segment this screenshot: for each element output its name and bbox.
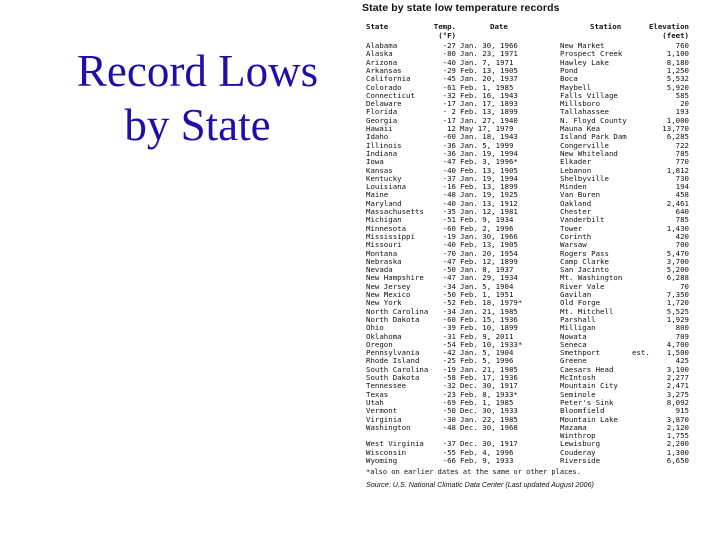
state-cell: Indiana [366, 148, 398, 158]
station-cell: Seneca [560, 339, 587, 349]
source-note: Source: U.S. National Climatic Data Center (Last updated August 2006) [366, 480, 594, 490]
elevation-cell: 8,180 [666, 57, 689, 67]
state-cell: Virginia [366, 414, 402, 424]
station-cell: Corinth [560, 231, 592, 241]
table-header-units [362, 31, 702, 40]
state-cell: Rhode Island [366, 356, 420, 366]
station-cell: Bloomfield [560, 406, 605, 416]
date-cell: Feb. 13, 1905 [460, 240, 518, 250]
header-elevation: Elevation [648, 22, 689, 31]
temp-cell: -27 [442, 41, 456, 50]
elevation-cell: 20 [680, 99, 689, 109]
station-cell: Riverside [560, 456, 601, 465]
station-cell: Greene [560, 356, 587, 366]
temp-cell: -19 [442, 231, 456, 241]
station-cell: Parshall [560, 314, 596, 324]
station-cell: Mt. Mitchell [560, 306, 614, 316]
temp-cell: -42 [442, 348, 456, 358]
elevation-cell: 3,870 [666, 414, 689, 424]
station-cell: Tallahassee [560, 107, 609, 117]
state-cell: Alabama [366, 41, 398, 50]
elevation-cell: 7,350 [666, 290, 689, 299]
date-cell: Jan. 21, 1985 [460, 364, 518, 374]
station-cell: Gavilan [560, 290, 592, 299]
date-cell: Feb. 13, 1899 [460, 107, 518, 117]
state-cell: Washington [366, 422, 411, 432]
state-cell: South Carolina [366, 364, 429, 374]
station-cell: Chester [560, 207, 592, 216]
elevation-cell: 5,525 [666, 306, 689, 316]
date-cell: Feb. 5, 1996 [460, 356, 514, 366]
date-cell: Dec. 30, 1968 [460, 422, 518, 432]
temp-cell: -17 [442, 99, 456, 109]
date-cell: Jan. 8, 1937 [460, 265, 514, 275]
temp-cell: -50 [442, 265, 456, 275]
header-station: Station [590, 22, 622, 31]
station-cell: Millsboro [560, 99, 601, 109]
temp-cell: -32 [442, 381, 456, 391]
state-cell: Wisconsin [366, 447, 407, 457]
elevation-cell: 70 [680, 281, 689, 291]
station-cell: N. Floyd County [560, 115, 627, 125]
temp-cell: -35 [442, 207, 456, 216]
temp-cell: -50 [442, 406, 456, 416]
date-cell: May 17, 1979 [460, 124, 514, 133]
elevation-cell: 2,471 [666, 381, 689, 391]
state-cell: Arizona [366, 57, 398, 67]
state-cell: California [366, 74, 411, 84]
date-cell: Jan. 23, 1971 [460, 49, 518, 59]
date-cell: Jan. 19, 1994 [460, 148, 518, 158]
elevation-cell: 4,700 [666, 339, 689, 349]
station-cell: Smethport [560, 348, 601, 358]
elevation-cell: 5,532 [666, 74, 689, 84]
elevation-cell: 730 [675, 173, 689, 183]
temp-cell: -66 [442, 456, 456, 465]
state-cell: Georgia [366, 115, 398, 125]
date-cell: Feb. 3, 1996* [460, 157, 518, 167]
elevation-cell: 6,650 [666, 456, 689, 465]
state-cell: Montana [366, 248, 398, 258]
elevation-cell: 722 [675, 140, 689, 150]
station-cell: Seminole [560, 389, 596, 399]
header-temp: Temp. [433, 22, 456, 31]
elevation-cell: 3,700 [666, 256, 689, 266]
state-cell: Florida [366, 107, 398, 117]
station-cell: Maybell [560, 82, 592, 92]
date-cell: Feb. 4, 1996 [460, 447, 514, 457]
elevation-cell: 3,275 [666, 389, 689, 399]
temp-cell: -47 [442, 273, 456, 283]
elevation-cell: 425 [675, 356, 689, 366]
station-cell: Mountain City [560, 381, 618, 391]
station-cell: Oakland [560, 198, 592, 208]
station-cell: Congerville [560, 140, 609, 150]
header-state: State [366, 22, 389, 31]
temp-cell: -61 [442, 82, 456, 92]
elevation-cell: 5,200 [666, 265, 689, 275]
station-cell: Nowata [560, 331, 587, 341]
state-cell: Nebraska [366, 256, 402, 266]
elevation-cell: 458 [675, 190, 689, 200]
state-cell: Delaware [366, 99, 402, 109]
elevation-cell: 700 [675, 240, 689, 250]
temp-cell: -40 [442, 165, 456, 175]
station-cell: McIntosh [560, 373, 596, 382]
state-cell: Maine [366, 190, 389, 200]
temp-cell: -69 [442, 397, 456, 407]
date-cell: Jan. 20, 1937 [460, 74, 518, 84]
note-cell: est. [632, 348, 650, 358]
temp-cell: -32 [442, 90, 456, 100]
temp-cell: -48 [442, 422, 456, 432]
temp-cell: -36 [442, 140, 456, 150]
temp-cell: -34 [442, 306, 456, 316]
elevation-cell: 13,770 [662, 124, 689, 133]
temp-cell: 12 [447, 124, 456, 133]
date-cell: Feb. 2, 1996 [460, 223, 514, 233]
temp-cell: -16 [442, 182, 456, 192]
header-temp-unit: (°F) [438, 31, 456, 40]
date-cell: Jan. 7, 1971 [460, 57, 514, 67]
elevation-cell: 2,461 [666, 198, 689, 208]
elevation-cell: 785 [675, 215, 689, 225]
temp-cell: -36 [442, 148, 456, 158]
station-cell: Hawley Lake [560, 57, 609, 67]
state-cell: Wyoming [366, 456, 398, 465]
state-cell: New Jersey [366, 281, 411, 291]
station-cell: Pond [560, 65, 578, 75]
elevation-cell: 6,285 [666, 132, 689, 142]
state-cell: West Virginia [366, 439, 424, 449]
date-cell: Feb. 1, 1985 [460, 397, 514, 407]
elevation-cell: 3,100 [666, 364, 689, 374]
elevation-cell: 8,092 [666, 397, 689, 407]
date-cell: Feb. 15, 1936 [460, 314, 518, 324]
elevation-cell: 6,288 [666, 273, 689, 283]
state-cell: New Mexico [366, 290, 411, 299]
date-cell: Feb. 1, 1951 [460, 290, 514, 299]
temp-cell: -34 [442, 281, 456, 291]
station-cell: Winthrop [560, 431, 596, 441]
state-cell: Iowa [366, 157, 384, 167]
elevation-cell: 770 [675, 157, 689, 167]
state-cell: North Carolina [366, 306, 429, 316]
temp-cell: -17 [442, 115, 456, 125]
date-cell: Feb. 12, 1899 [460, 256, 518, 266]
elevation-cell: 1,812 [666, 165, 689, 175]
temp-cell: -51 [442, 215, 456, 225]
station-cell: Warsaw [560, 240, 587, 250]
table-row [362, 456, 702, 465]
station-cell: Tower [560, 223, 583, 233]
temp-cell: -31 [442, 331, 456, 341]
temp-cell: -45 [442, 74, 456, 84]
station-cell: Caesars Head [560, 364, 614, 374]
elevation-cell: 2,277 [666, 373, 689, 382]
elevation-cell: 1,755 [666, 431, 689, 441]
date-cell: Feb. 9, 1934 [460, 215, 514, 225]
temp-cell: -23 [442, 389, 456, 399]
state-cell: Mississippi [366, 231, 415, 241]
temp-cell: -58 [442, 373, 456, 382]
station-cell: Mazama [560, 422, 587, 432]
state-cell: Alaska [366, 49, 393, 59]
station-cell: New Whiteland [560, 148, 618, 158]
date-cell: Feb. 18, 1979* [460, 298, 523, 308]
station-cell: Peter's Sink [560, 397, 614, 407]
temp-cell: -80 [442, 49, 456, 59]
elevation-cell: 709 [675, 331, 689, 341]
temp-cell: -37 [442, 173, 456, 183]
elevation-cell: 800 [675, 323, 689, 333]
date-cell: Feb. 10, 1899 [460, 323, 518, 333]
temp-cell: -25 [442, 356, 456, 366]
elevation-cell: 640 [675, 207, 689, 216]
elevation-cell: 1,430 [666, 223, 689, 233]
date-cell: Dec. 30, 1917 [460, 381, 518, 391]
elevation-cell: 1,720 [666, 298, 689, 308]
date-cell: Jan. 20, 1954 [460, 248, 518, 258]
temp-cell: -47 [442, 256, 456, 266]
station-cell: Boca [560, 74, 578, 84]
slide-title: Record Lows by State [76, 46, 319, 150]
state-cell: Texas [366, 389, 389, 399]
temp-cell: - 2 [442, 107, 456, 117]
date-cell: Feb. 13, 1905 [460, 65, 518, 75]
station-cell: Camp Clarke [560, 256, 609, 266]
document-title: State by state low temperature records [362, 2, 560, 14]
table-header [362, 22, 702, 31]
temp-cell: -30 [442, 414, 456, 424]
date-cell: Feb. 9, 2011 [460, 331, 514, 341]
state-cell: Pennsylvania [366, 348, 420, 358]
state-cell: Michigan [366, 215, 402, 225]
state-cell: Missouri [366, 240, 402, 250]
station-cell: Prospect Creek [560, 49, 623, 59]
date-cell: Jan. 13, 1912 [460, 198, 518, 208]
station-cell: Van Buren [560, 190, 601, 200]
date-cell: Dec. 30, 1917 [460, 439, 518, 449]
date-cell: Feb. 13, 1899 [460, 182, 518, 192]
elevation-cell: 194 [675, 182, 689, 192]
date-cell: Feb. 10, 1933* [460, 339, 523, 349]
date-cell: Jan. 21, 1985 [460, 306, 518, 316]
date-cell: Feb. 9, 1933 [460, 456, 514, 465]
state-cell: Massachusetts [366, 207, 424, 216]
elevation-cell: 193 [675, 107, 689, 117]
state-cell: Idaho [366, 132, 389, 142]
temp-cell: -60 [442, 314, 456, 324]
date-cell: Feb. 16, 1943 [460, 90, 518, 100]
station-cell: Shelbyville [560, 173, 609, 183]
date-cell: Feb. 8, 1933* [460, 389, 518, 399]
elevation-cell: 5,920 [666, 82, 689, 92]
state-cell: New Hampshire [366, 273, 424, 283]
state-cell: Utah [366, 397, 384, 407]
station-cell: Old Forge [560, 298, 601, 308]
elevation-cell: 785 [675, 148, 689, 158]
date-cell: Dec. 30, 1933 [460, 406, 518, 416]
state-cell: Oregon [366, 339, 393, 349]
date-cell: Jan. 19, 1925 [460, 190, 518, 200]
state-cell: South Dakota [366, 373, 420, 382]
date-cell: Jan. 12, 1981 [460, 207, 518, 216]
state-cell: Connecticut [366, 90, 415, 100]
header-date: Date [490, 22, 508, 31]
record-lows-document [362, 0, 712, 540]
date-cell: Jan. 17, 1893 [460, 99, 518, 109]
station-cell: Falls Village [560, 90, 618, 100]
temp-cell: -60 [442, 132, 456, 142]
date-cell: Jan. 5, 1904 [460, 348, 514, 358]
elevation-cell: 2,120 [666, 422, 689, 432]
temp-cell: -40 [442, 57, 456, 67]
state-cell: Colorado [366, 82, 402, 92]
date-cell: Jan. 29, 1934 [460, 273, 518, 283]
temp-cell: -48 [442, 190, 456, 200]
station-cell: Mountain Lake [560, 414, 618, 424]
date-cell: Jan. 22, 1985 [460, 414, 518, 424]
state-cell: Kentucky [366, 173, 402, 183]
elevation-cell: 1,500 [666, 348, 689, 358]
elevation-cell: 1,300 [666, 447, 689, 457]
temp-cell: -60 [442, 223, 456, 233]
date-cell: Jan. 30, 1966 [460, 231, 518, 241]
temp-cell: -54 [442, 339, 456, 349]
station-cell: Vanderbilt [560, 215, 605, 225]
temp-cell: -37 [442, 439, 456, 449]
station-cell: Mt. Washington [560, 273, 623, 283]
state-cell: Arkansas [366, 65, 402, 75]
header-elevation-unit: (feet) [662, 31, 689, 40]
station-cell: San Jacinto [560, 265, 609, 275]
state-cell: Oklahoma [366, 331, 402, 341]
date-cell: Feb. 1, 1985 [460, 82, 514, 92]
temp-cell: -40 [442, 240, 456, 250]
state-cell: Louisiana [366, 182, 407, 192]
state-cell: Hawaii [366, 124, 393, 133]
state-cell: Ohio [366, 323, 384, 333]
temp-cell: -40 [442, 198, 456, 208]
elevation-cell: 1,000 [666, 115, 689, 125]
temp-cell: -55 [442, 447, 456, 457]
date-cell: Jan. 27, 1940 [460, 115, 518, 125]
elevation-cell: 915 [675, 406, 689, 416]
state-cell: New York [366, 298, 402, 308]
station-cell: Rogers Pass [560, 248, 609, 258]
temp-cell: -19 [442, 364, 456, 374]
elevation-cell: 1,929 [666, 314, 689, 324]
temp-cell: -29 [442, 65, 456, 75]
date-cell: Jan. 18, 1943 [460, 132, 518, 142]
state-cell: Illinois [366, 140, 402, 150]
station-cell: Minden [560, 182, 587, 192]
station-cell: Couderay [560, 447, 596, 457]
state-cell: Nevada [366, 265, 393, 275]
elevation-cell: 1,250 [666, 65, 689, 75]
station-cell: Island Park Dam [560, 132, 627, 142]
elevation-cell: 760 [675, 41, 689, 50]
station-cell: Lebanon [560, 165, 592, 175]
temp-cell: -47 [442, 157, 456, 167]
state-cell: Maryland [366, 198, 402, 208]
date-cell: Jan. 5, 1999 [460, 140, 514, 150]
station-cell: River Vale [560, 281, 605, 291]
station-cell: Lewisburg [560, 439, 601, 449]
temp-cell: -52 [442, 298, 456, 308]
elevation-cell: 420 [675, 231, 689, 241]
footnote: *also on earlier dates at the same or other places. [366, 468, 581, 477]
date-cell: Jan. 5, 1904 [460, 281, 514, 291]
temp-cell: -70 [442, 248, 456, 258]
date-cell: Jan. 19, 1994 [460, 173, 518, 183]
elevation-cell: 1,100 [666, 49, 689, 59]
state-cell: Vermont [366, 406, 398, 416]
state-cell: North Dakota [366, 314, 420, 324]
temp-cell: -39 [442, 323, 456, 333]
temp-cell: -50 [442, 290, 456, 299]
station-cell: Milligan [560, 323, 596, 333]
date-cell: Feb. 17, 1936 [460, 373, 518, 382]
date-cell: Feb. 13, 1905 [460, 165, 518, 175]
station-cell: Elkader [560, 157, 592, 167]
state-cell: Tennessee [366, 381, 407, 391]
elevation-cell: 585 [675, 90, 689, 100]
state-cell: Minnesota [366, 223, 407, 233]
station-cell: Mauna Kea [560, 124, 601, 133]
station-cell: New Market [560, 41, 605, 50]
state-cell: Kansas [366, 165, 393, 175]
elevation-cell: 5,470 [666, 248, 689, 258]
elevation-cell: 2,200 [666, 439, 689, 449]
date-cell: Jan. 30, 1966 [460, 41, 518, 50]
